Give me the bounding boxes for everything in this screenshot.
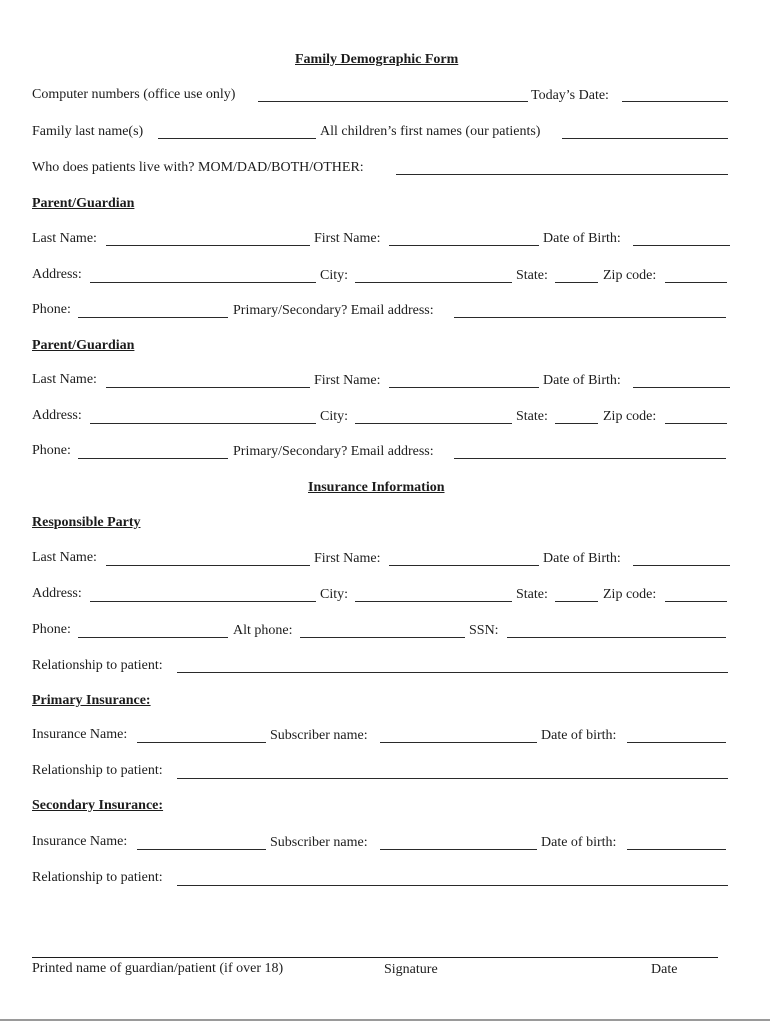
responsible-last-name-label: Last Name: xyxy=(32,550,97,565)
secondary-subscriber-field[interactable] xyxy=(380,849,537,850)
guardian2-zip-label: Zip code: xyxy=(603,409,657,424)
guardian1-zip-field[interactable] xyxy=(665,282,727,283)
lives-with-label: Who does patients live with? MOM/DAD/BOTH/OTHER: xyxy=(32,160,364,175)
primary-insurance-name-label: Insurance Name: xyxy=(32,727,128,742)
primary-dob-label: Date of birth: xyxy=(541,728,617,743)
guardian1-heading: Parent/Guardian xyxy=(32,196,135,211)
guardian2-city-label: City: xyxy=(320,409,349,424)
todays-date-label: Today’s Date: xyxy=(531,88,609,103)
responsible-address-label: Address: xyxy=(32,586,82,601)
primary-subscriber-field[interactable] xyxy=(380,742,537,743)
guardian1-email-field[interactable] xyxy=(454,317,726,318)
responsible-city-field[interactable] xyxy=(355,601,512,602)
guardian1-state-label: State: xyxy=(516,268,548,283)
guardian1-address-field[interactable] xyxy=(90,282,316,283)
secondary-insurance-heading: Secondary Insurance: xyxy=(32,798,164,813)
responsible-last-name-field[interactable] xyxy=(106,565,310,566)
guardian1-zip-label: Zip code: xyxy=(603,268,657,283)
guardian1-first-name-field[interactable] xyxy=(389,245,539,246)
insurance-heading: Insurance Information xyxy=(308,480,445,495)
guardian2-dob-field[interactable] xyxy=(633,387,730,388)
responsible-ssn-label: SSN: xyxy=(469,623,499,638)
guardian1-city-field[interactable] xyxy=(355,282,512,283)
responsible-zip-label: Zip code: xyxy=(603,587,657,602)
responsible-state-label: State: xyxy=(516,587,548,602)
guardian2-first-name-label: First Name: xyxy=(314,373,381,388)
primary-subscriber-label: Subscriber name: xyxy=(270,728,368,743)
guardian2-city-field[interactable] xyxy=(355,423,512,424)
guardian2-address-label: Address: xyxy=(32,408,82,423)
childrens-names-label: All children’s first names (our patients) xyxy=(320,124,541,139)
secondary-dob-label: Date of birth: xyxy=(541,835,617,850)
responsible-relationship-field[interactable] xyxy=(177,672,728,673)
secondary-relationship-field[interactable] xyxy=(177,885,728,886)
computer-numbers-label: Computer numbers (office use only) xyxy=(32,87,236,102)
secondary-relationship-label: Relationship to patient: xyxy=(32,870,163,885)
childrens-names-field[interactable] xyxy=(562,138,728,139)
responsible-dob-label: Date of Birth: xyxy=(543,551,621,566)
responsible-phone-label: Phone: xyxy=(32,622,71,637)
guardian2-state-label: State: xyxy=(516,409,548,424)
responsible-phone-field[interactable] xyxy=(78,637,228,638)
primary-relationship-label: Relationship to patient: xyxy=(32,763,163,778)
guardian2-phone-field[interactable] xyxy=(78,458,228,459)
primary-relationship-field[interactable] xyxy=(177,778,728,779)
guardian2-phone-label: Phone: xyxy=(32,443,71,458)
responsible-state-field[interactable] xyxy=(555,601,598,602)
family-last-names-field[interactable] xyxy=(158,138,316,139)
guardian2-email-field[interactable] xyxy=(454,458,726,459)
guardian2-first-name-field[interactable] xyxy=(389,387,539,388)
guardian1-first-name-label: First Name: xyxy=(314,231,381,246)
computer-numbers-field[interactable] xyxy=(258,101,528,102)
guardian2-last-name-label: Last Name: xyxy=(32,372,97,387)
responsible-party-heading: Responsible Party xyxy=(32,515,141,530)
guardian1-phone-field[interactable] xyxy=(78,317,228,318)
todays-date-field[interactable] xyxy=(622,101,728,102)
responsible-city-label: City: xyxy=(320,587,349,602)
page-edge-divider xyxy=(0,1019,770,1021)
responsible-first-name-label: First Name: xyxy=(314,551,381,566)
guardian1-phone-label: Phone: xyxy=(32,302,71,317)
guardian2-dob-label: Date of Birth: xyxy=(543,373,621,388)
guardian1-city-label: City: xyxy=(320,268,349,283)
secondary-insurance-name-label: Insurance Name: xyxy=(32,834,128,849)
signature-line[interactable] xyxy=(32,957,718,958)
guardian1-dob-label: Date of Birth: xyxy=(543,231,621,246)
guardian1-last-name-label: Last Name: xyxy=(32,231,97,246)
secondary-subscriber-label: Subscriber name: xyxy=(270,835,368,850)
responsible-first-name-field[interactable] xyxy=(389,565,539,566)
family-last-names-label: Family last name(s) xyxy=(32,124,144,139)
lives-with-field[interactable] xyxy=(396,174,728,175)
guardian2-last-name-field[interactable] xyxy=(106,387,310,388)
responsible-zip-field[interactable] xyxy=(665,601,727,602)
responsible-dob-field[interactable] xyxy=(633,565,730,566)
guardian1-state-field[interactable] xyxy=(555,282,598,283)
secondary-dob-field[interactable] xyxy=(627,849,726,850)
responsible-relationship-label: Relationship to patient: xyxy=(32,658,163,673)
responsible-alt-phone-label: Alt phone: xyxy=(233,623,293,638)
guardian1-dob-field[interactable] xyxy=(633,245,730,246)
guardian2-state-field[interactable] xyxy=(555,423,598,424)
responsible-ssn-field[interactable] xyxy=(507,637,726,638)
form-title: Family Demographic Form xyxy=(295,52,459,67)
responsible-alt-phone-field[interactable] xyxy=(300,637,465,638)
date-label: Date xyxy=(651,962,678,977)
guardian1-last-name-field[interactable] xyxy=(106,245,310,246)
guardian1-address-label: Address: xyxy=(32,267,82,282)
guardian2-zip-field[interactable] xyxy=(665,423,727,424)
secondary-insurance-name-field[interactable] xyxy=(137,849,266,850)
guardian2-heading: Parent/Guardian xyxy=(32,338,135,353)
guardian2-primary-email-label: Primary/Secondary? Email address: xyxy=(233,444,434,459)
primary-insurance-heading: Primary Insurance: xyxy=(32,693,151,708)
printed-name-label: Printed name of guardian/patient (if over 18) xyxy=(32,961,284,976)
responsible-address-field[interactable] xyxy=(90,601,316,602)
guardian1-primary-email-label: Primary/Secondary? Email address: xyxy=(233,303,434,318)
signature-label: Signature xyxy=(384,962,438,977)
guardian2-address-field[interactable] xyxy=(90,423,316,424)
primary-insurance-name-field[interactable] xyxy=(137,742,266,743)
primary-dob-field[interactable] xyxy=(627,742,726,743)
